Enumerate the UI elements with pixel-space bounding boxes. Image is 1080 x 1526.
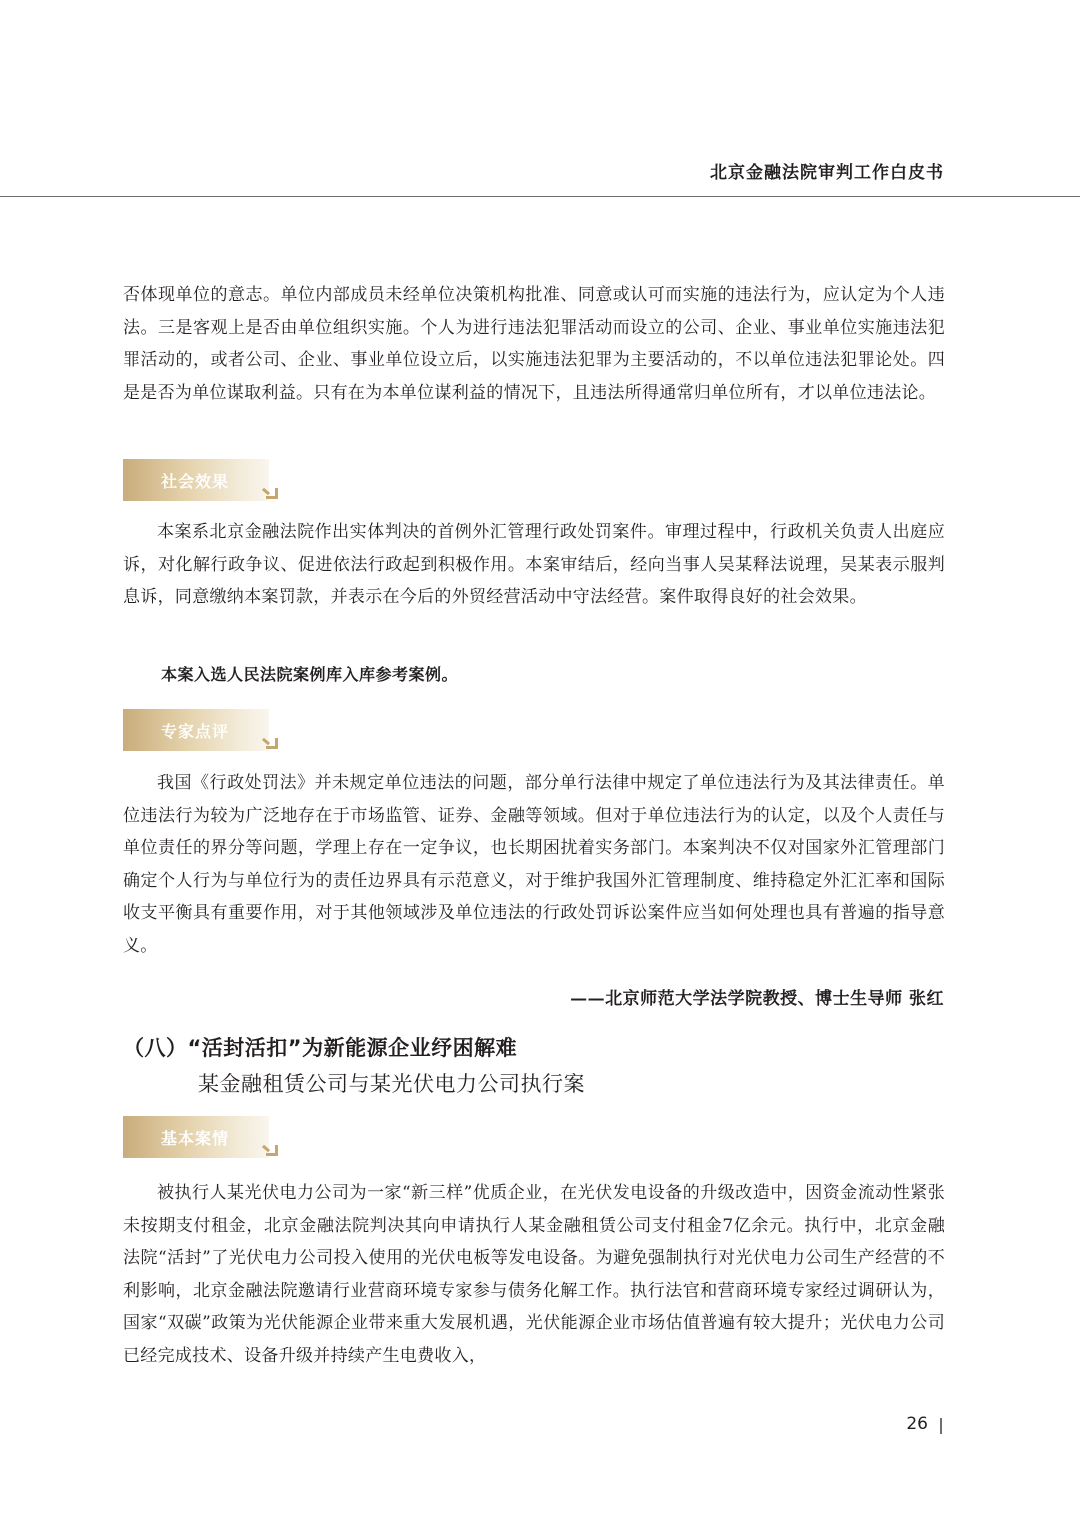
badge-corner-icon [262, 488, 278, 502]
badge-corner-icon [262, 738, 278, 752]
section-heading: （八）“活封活扣”为新能源企业纾困解难 [123, 1036, 518, 1060]
header-rule [0, 196, 1080, 197]
page-number-bar [940, 1418, 942, 1434]
social-effect-paragraph: 本案系北京金融法院作出实体判决的首例外汇管理行政处罚案件。审理过程中，行政机关负责人出庭应诉，对化解行政争议、促进依法行政起到积极作用。本案审结后，经向当事人吴某释法说理，吴某表示服判息诉，同意缴纳本案罚款，并表示在今后的外贸经营活动中守法经营。案件取得良好的社会效果。 [123, 522, 945, 607]
badge-corner-icon [262, 1145, 278, 1159]
expert-comment-paragraph: 我国《行政处罚法》并未规定单位违法的问题，部分单行法律中规定了单位违法行为及其法律责任。单位违法行为较为广泛地存在于市场监管、证券、金融等领域。但对于单位违法行为的认定，以及个人责任与单位责任的界分等问题，学理上存在一定争议，也长期困扰着实务部门。本案判决不仅对国家外汇管理部门确定个人行为与单位行为的责任边界具有示范意义，对于维护我国外汇管理制度、维持稳定外汇汇率和国际收支平衡具有重要作用，对于其他领域涉及单位违法的行政处罚诉讼案件应当如何处理也具有普遍的指导意义。 [123, 773, 945, 956]
section-subheading: 某金融租赁公司与某光伏电力公司执行案 [198, 1072, 585, 1096]
intro-paragraph: 否体现单位的意志。单位内部成员未经单位决策机构批准、同意或认可而实施的违法行为，应认定为个人违法。三是客观上是否由单位组织实施。个人为进行违法犯罪活动而设立的公司、企业、事业单位实施违法犯罪活动的，或者公司、企业、事业单位设立后，以实施违法犯罪为主要活动的，不以单位违法犯罪论处。四是是否为单位谋取利益。只有在为本单位谋利益的情况下，且违法所得通常归单位所有，才以单位违法论。 [123, 285, 945, 403]
expert-attribution: ——北京师范大学法学院教授、博士生导师 张红 [570, 989, 944, 1009]
expert-comment-badge-label: 专家点评 [161, 722, 230, 741]
expert-comment-badge [123, 709, 269, 751]
page-number: 26 [906, 1414, 928, 1434]
basic-facts-badge-label: 基本案情 [161, 1129, 230, 1148]
header-title: 北京金融法院审判工作白皮书 [710, 163, 944, 183]
basic-facts-badge [123, 1116, 269, 1158]
case-library-note: 本案入选人民法院案例库入库参考案例。 [161, 665, 459, 684]
social-effect-badge [123, 459, 269, 501]
social-effect-badge-label: 社会效果 [161, 472, 230, 491]
basic-facts-paragraph: 被执行人某光伏电力公司为一家“新三样”优质企业，在光伏发电设备的升级改造中，因资金流动性紧张未按期支付租金，北京金融法院判决其向申请执行人某金融租赁公司支付租金7亿余元。执行中，北京金融法院“活封”了光伏电力公司投入使用的光伏电板等发电设备。为避免强制执行对光伏电力公司生产经营的不利影响，北京金融法院邀请行业营商环境专家参与债务化解工作。执行法官和营商环境专家经过调研认为，国家“双碳”政策为光伏能源企业带来重大发展机遇，光伏能源企业市场估值普遍有较大提升；光伏电力公司已经完成技术、设备升级并持续产生电费收入， [123, 1183, 945, 1366]
